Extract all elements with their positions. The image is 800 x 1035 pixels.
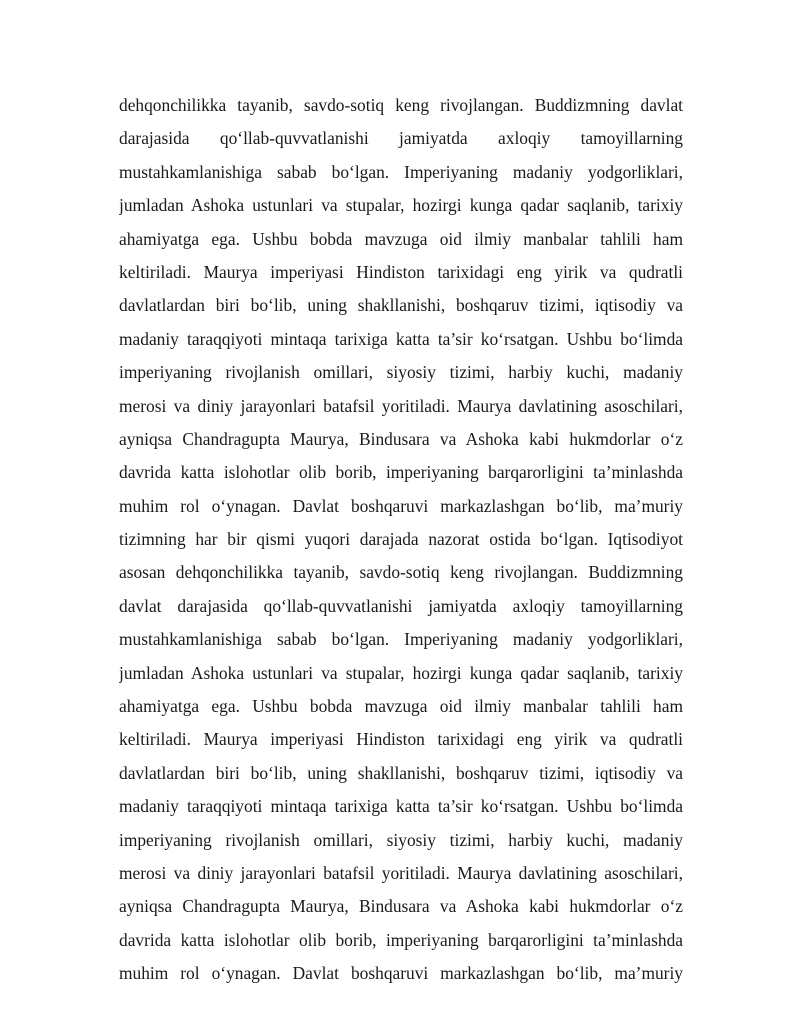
text-line: ahamiyatga ega. Ushbu bobda mavzuga oid ilmiy manbalar tahlili ham: [119, 696, 683, 717]
text-line: davlatlardan biri bo‘lib, uning shakllanishi, boshqaruv tizimi, iqtisodiy va: [119, 295, 683, 316]
text-line: imperiyaning rivojlanish omillari, siyosiy tizimi, harbiy kuchi, madaniy: [119, 362, 683, 383]
text-line: keltiriladi. Maurya imperiyasi Hindiston tarixidagi eng yirik va qudratli: [119, 261, 683, 282]
text-line: madaniy taraqqiyoti mintaqa tarixiga katta ta’sir ko‘rsatgan. Ushbu bo‘limda: [119, 328, 683, 349]
text-line: dehqonchilikka tayanib, savdo-sotiq keng rivojlangan. Buddizmning davlat: [119, 95, 683, 115]
text-line: ayniqsa Chandragupta Maurya, Bindusara va Ashoka kabi hukmdorlar o‘z: [119, 428, 683, 449]
text-line: jumladan Ashoka ustunlari va stupalar, hozirgi kunga qadar saqlanib, tarixiy: [119, 195, 683, 216]
text-line: madaniy taraqqiyoti mintaqa tarixiga katta ta’sir ko‘rsatgan. Ushbu bo‘limda: [119, 796, 683, 817]
text-line: muhim rol o‘ynagan. Davlat boshqaruvi markazlashgan bo‘lib, ma’muriy: [119, 495, 683, 516]
text-line: merosi va diniy jarayonlari batafsil yoritiladi. Maurya davlatining asoschilari,: [119, 862, 683, 883]
body-text: [119, 89, 683, 991]
text-line: darajasida qo‘llab-quvvatlanishi jamiyatda axloqiy tamoyillarning: [119, 128, 683, 149]
text-line: ahamiyatga ega. Ushbu bobda mavzuga oid ilmiy manbalar tahlili ham: [119, 228, 683, 249]
text-line: merosi va diniy jarayonlari batafsil yoritiladi. Maurya davlatining asoschilari,: [119, 395, 683, 416]
text-line: muhim rol o‘ynagan. Davlat boshqaruvi markazlashgan bo‘lib, ma’muriy: [119, 963, 683, 984]
text-line: ayniqsa Chandragupta Maurya, Bindusara va Ashoka kabi hukmdorlar o‘z: [119, 896, 683, 917]
text-line: mustahkamlanishiga sabab bo‘lgan. Imperiyaning madaniy yodgorliklari,: [119, 629, 683, 650]
text-line: davrida katta islohotlar olib borib, imperiyaning barqarorligini ta’minlashda: [119, 929, 683, 950]
text-line: davlat darajasida qo‘llab-quvvatlanishi jamiyatda axloqiy tamoyillarning: [119, 595, 683, 616]
text-line: imperiyaning rivojlanish omillari, siyosiy tizimi, harbiy kuchi, madaniy: [119, 829, 683, 850]
text-line: keltiriladi. Maurya imperiyasi Hindiston tarixidagi eng yirik va qudratli: [119, 729, 683, 750]
text-line: jumladan Ashoka ustunlari va stupalar, hozirgi kunga qadar saqlanib, tarixiy: [119, 662, 683, 683]
text-line: tizimning har bir qismi yuqori darajada nazorat ostida bo‘lgan. Iqtisodiyot: [119, 529, 683, 550]
text-line: davrida katta islohotlar olib borib, imperiyaning barqarorligini ta’minlashda: [119, 462, 683, 483]
text-line: davlatlardan biri bo‘lib, uning shakllanishi, boshqaruv tizimi, iqtisodiy va: [119, 762, 683, 783]
text-line: asosan dehqonchilikka tayanib, savdo-sotiq keng rivojlangan. Buddizmning: [119, 562, 683, 583]
text-line: mustahkamlanishiga sabab bo‘lgan. Imperiyaning madaniy yodgorliklari,: [119, 161, 683, 182]
